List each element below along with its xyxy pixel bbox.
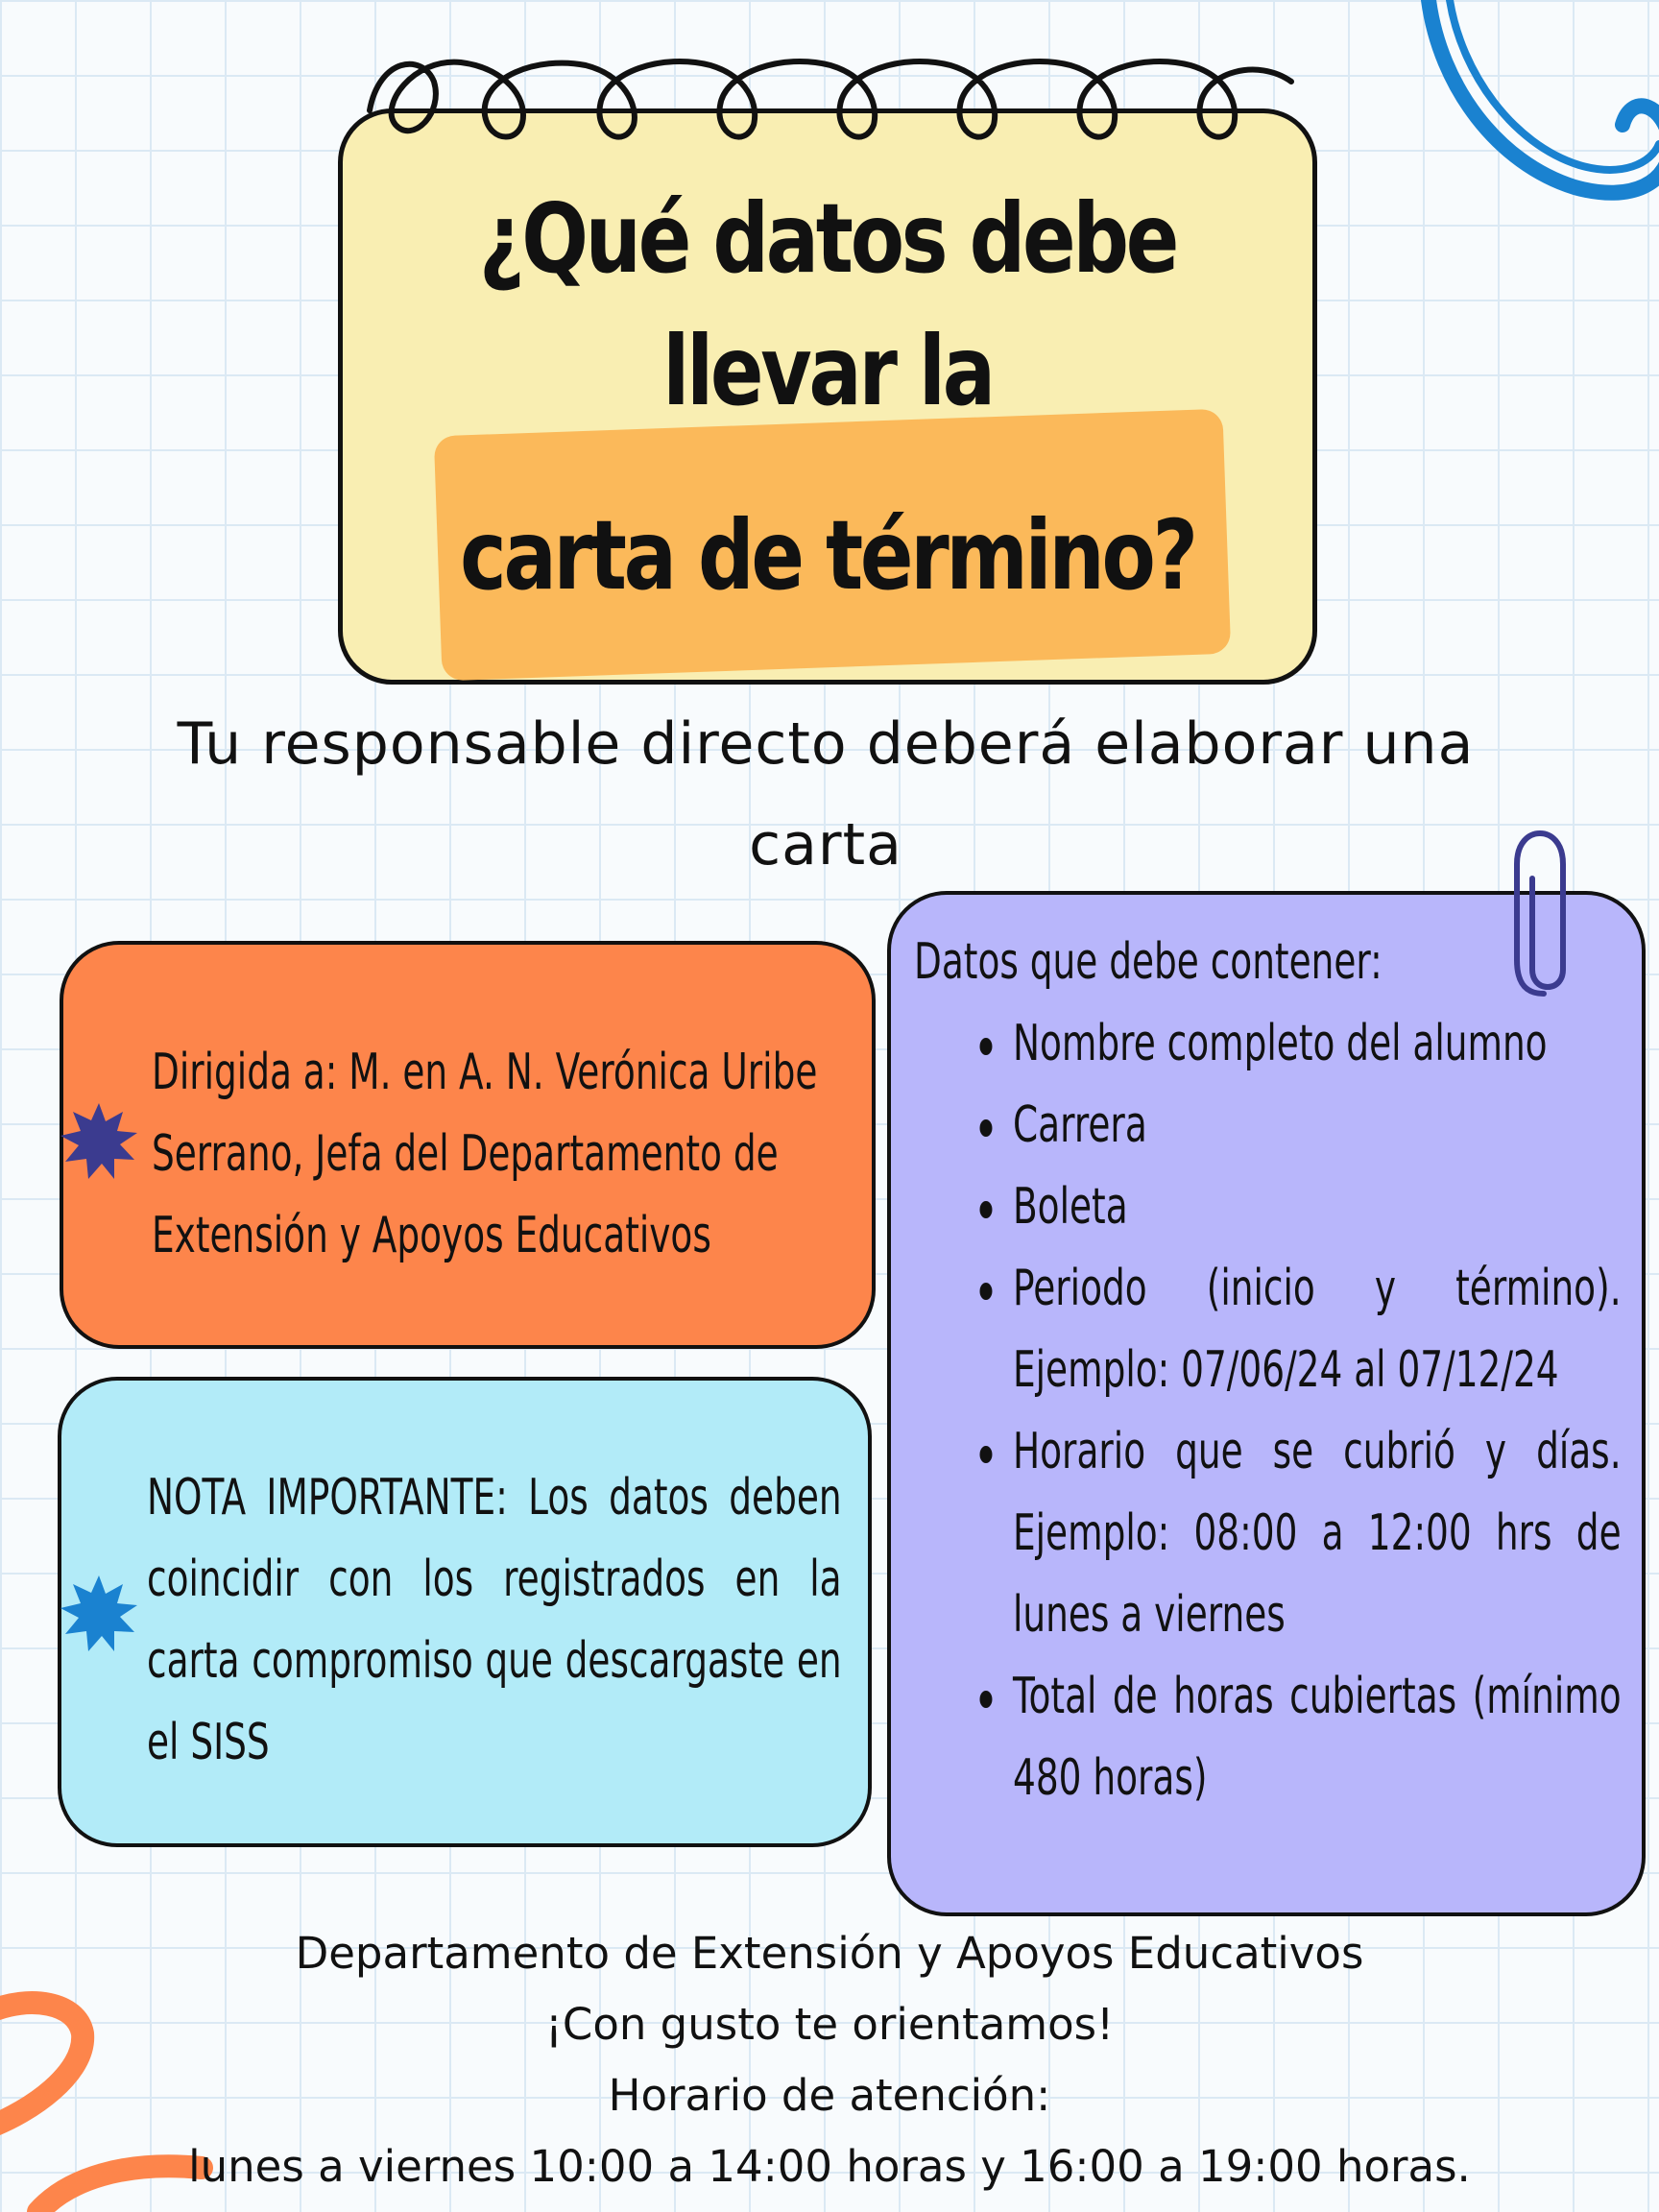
requirements-list bbox=[1013, 1003, 1622, 1819]
important-note-text: NOTA IMPORTANTE: Los datos deben coincidir con los registrados en la carta compromiso que descargaste en el SISS bbox=[147, 1469, 842, 1771]
list-item: Horario que se cubrió y días. Ejemplo: 08:00 a 12:00 hrs de lunes a viernes bbox=[1013, 1411, 1622, 1656]
requirements-heading: Datos que debe contener: bbox=[914, 933, 1382, 991]
footer-slogan: ¡Con gusto te orientamos! bbox=[544, 1999, 1115, 2050]
list-item: Carrera bbox=[1013, 1085, 1622, 1166]
footer-department: Departamento de Extensión y Apoyos Educativos bbox=[295, 1928, 1364, 1979]
list-item: Total de horas cubiertas (mínimo 480 horas) bbox=[1013, 1656, 1622, 1819]
footer-hours-label: Horario de atención: bbox=[608, 2070, 1051, 2121]
intro-line-1: Tu responsable directo deberá elaborar una bbox=[177, 710, 1475, 778]
starburst-icon bbox=[60, 1575, 138, 1653]
list-item: Periodo (inicio y término). Ejemplo: 07/06/24 al 07/12/24 bbox=[1013, 1248, 1622, 1411]
title-line-3: carta de término? bbox=[460, 499, 1195, 612]
addressed-to-line-3: Extensión y Apoyos Educativos bbox=[152, 1207, 711, 1264]
title-line-2: llevar la bbox=[662, 315, 993, 427]
addressed-to-text bbox=[152, 1032, 843, 1277]
intro-line-2: carta bbox=[749, 811, 902, 878]
title-line-1: ¿Qué datos debe bbox=[478, 182, 1177, 295]
starburst-icon bbox=[60, 1102, 138, 1181]
list-item: Nombre completo del alumno bbox=[1013, 1003, 1622, 1085]
footer-hours: lunes a viernes 10:00 a 14:00 horas y 16:00 a 19:00 horas. bbox=[188, 2141, 1471, 2192]
addressed-to-line-2: Serrano, Jefa del Departamento de bbox=[152, 1125, 779, 1183]
list-item: Boleta bbox=[1013, 1166, 1622, 1248]
addressed-to-line-1: Dirigida a: M. en A. N. Verónica Uribe bbox=[152, 1044, 818, 1101]
